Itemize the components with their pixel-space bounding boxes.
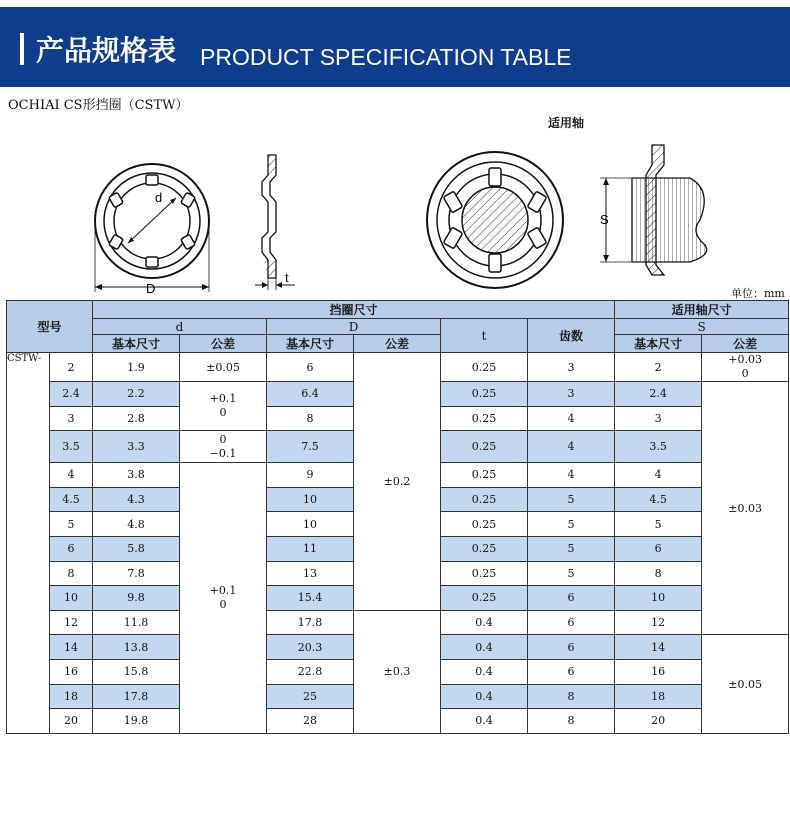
shaft-diagram-label: 适用轴 bbox=[548, 116, 585, 130]
cell-s: 3 bbox=[615, 406, 702, 431]
cell-D-tol: ±0.3 bbox=[354, 610, 441, 733]
cell-teeth: 5 bbox=[528, 536, 615, 561]
cell-t: 0.25 bbox=[441, 382, 528, 407]
tol-lower: 0 bbox=[219, 406, 227, 420]
col-D-tol: 公差 bbox=[354, 335, 441, 353]
cell-teeth: 3 bbox=[528, 353, 615, 382]
header-accent-bar bbox=[20, 33, 24, 65]
cell-D: 6 bbox=[267, 353, 354, 382]
cell-size: 20 bbox=[50, 709, 93, 734]
cell-t: 0.25 bbox=[441, 431, 528, 463]
cell-s-tol: ±0.05 bbox=[702, 635, 789, 733]
col-teeth: 齿数 bbox=[528, 319, 615, 353]
cell-d: 2.2 bbox=[93, 382, 180, 407]
product-title: OCHIAI CS形挡圈（CSTW） bbox=[8, 98, 189, 113]
cell-size: 5 bbox=[50, 512, 93, 537]
cell-s: 6 bbox=[615, 536, 702, 561]
cell-d: 3.8 bbox=[93, 463, 180, 488]
tol-lower: 0 bbox=[741, 367, 749, 380]
cell-size: 2 bbox=[50, 353, 93, 382]
ring-on-shaft-side-view bbox=[600, 145, 707, 275]
cell-size: 3 bbox=[50, 406, 93, 431]
col-shaft-dims: 适用轴尺寸 bbox=[615, 301, 789, 319]
cell-d: 9.8 bbox=[93, 586, 180, 611]
cell-d: 11.8 bbox=[93, 610, 180, 635]
cell-s: 4.5 bbox=[615, 487, 702, 512]
label-t: t bbox=[285, 270, 289, 285]
col-S: S bbox=[615, 319, 789, 335]
cell-s-tol bbox=[702, 353, 789, 382]
cell-size: 3.5 bbox=[50, 431, 93, 463]
cell-d: 19.8 bbox=[93, 709, 180, 734]
cell-size: 10 bbox=[50, 586, 93, 611]
label-d: d bbox=[155, 190, 163, 205]
cell-size: 2.4 bbox=[50, 382, 93, 407]
cell-d: 3.3 bbox=[93, 431, 180, 463]
col-S-basic: 基本尺寸 bbox=[615, 335, 702, 353]
cell-teeth: 6 bbox=[528, 635, 615, 660]
cell-size: 8 bbox=[50, 561, 93, 586]
cell-d-tol: ±0.05 bbox=[180, 353, 267, 382]
cell-t: 0.25 bbox=[441, 561, 528, 586]
cell-teeth: 6 bbox=[528, 659, 615, 684]
cell-d: 4.3 bbox=[93, 487, 180, 512]
cell-t: 0.25 bbox=[441, 586, 528, 611]
cell-t: 0.25 bbox=[441, 353, 528, 382]
model-prefix: CSTW- bbox=[7, 353, 50, 734]
cell-size: 12 bbox=[50, 610, 93, 635]
tol-lower: 0 bbox=[219, 597, 227, 611]
cell-d: 5.8 bbox=[93, 536, 180, 561]
cell-D-tol: ±0.2 bbox=[354, 353, 441, 611]
tol-upper: +0.1 bbox=[209, 583, 237, 597]
cell-teeth: 8 bbox=[528, 684, 615, 709]
tol-upper: +0.03 bbox=[728, 353, 762, 366]
col-ring-dims: 挡圈尺寸 bbox=[93, 301, 615, 319]
cell-t: 0.4 bbox=[441, 684, 528, 709]
tol-lower: −0.1 bbox=[209, 446, 237, 460]
cell-d-tol bbox=[180, 431, 267, 463]
col-model: 型号 bbox=[7, 301, 93, 353]
cell-teeth: 6 bbox=[528, 586, 615, 611]
cell-D: 17.8 bbox=[267, 610, 354, 635]
cell-d: 15.8 bbox=[93, 659, 180, 684]
header-title-en: PRODUCT SPECIFICATION TABLE bbox=[200, 44, 572, 70]
cell-size: 6 bbox=[50, 536, 93, 561]
cell-t: 0.4 bbox=[441, 709, 528, 734]
ring-front-view bbox=[95, 164, 209, 295]
cell-teeth: 4 bbox=[528, 463, 615, 488]
cell-D: 11 bbox=[267, 536, 354, 561]
cell-D: 22.8 bbox=[267, 659, 354, 684]
cell-teeth: 4 bbox=[528, 431, 615, 463]
cell-s: 3.5 bbox=[615, 431, 702, 463]
cell-t: 0.25 bbox=[441, 536, 528, 561]
cell-size: 4.5 bbox=[50, 487, 93, 512]
tol-upper: +0.1 bbox=[209, 392, 237, 406]
header-title-cn: 产品规格表 bbox=[36, 34, 177, 67]
cell-d: 2.8 bbox=[93, 406, 180, 431]
table-row bbox=[7, 610, 789, 635]
cell-d: 4.8 bbox=[93, 512, 180, 537]
cell-teeth: 3 bbox=[528, 382, 615, 407]
col-D: D bbox=[267, 319, 441, 335]
table-row bbox=[7, 353, 789, 382]
cell-D: 9 bbox=[267, 463, 354, 488]
cell-size: 14 bbox=[50, 635, 93, 660]
tol-upper: 0 bbox=[219, 432, 227, 446]
cell-teeth: 4 bbox=[528, 406, 615, 431]
cell-teeth: 5 bbox=[528, 487, 615, 512]
cell-t: 0.25 bbox=[441, 463, 528, 488]
cell-D: 25 bbox=[267, 684, 354, 709]
cell-d: 1.9 bbox=[93, 353, 180, 382]
cell-d: 13.8 bbox=[93, 635, 180, 660]
cell-s: 14 bbox=[615, 635, 702, 660]
cell-s: 12 bbox=[615, 610, 702, 635]
ring-side-view bbox=[255, 155, 295, 290]
cell-D: 20.3 bbox=[267, 635, 354, 660]
cell-size: 18 bbox=[50, 684, 93, 709]
col-D-basic: 基本尺寸 bbox=[267, 335, 354, 353]
cell-D: 6.4 bbox=[267, 382, 354, 407]
cell-s: 5 bbox=[615, 512, 702, 537]
cell-t: 0.4 bbox=[441, 610, 528, 635]
technical-drawings bbox=[0, 120, 790, 295]
cell-D: 10 bbox=[267, 512, 354, 537]
label-D: D bbox=[146, 281, 156, 295]
cell-d-tol bbox=[180, 382, 267, 431]
header-banner bbox=[0, 7, 790, 87]
cell-t: 0.4 bbox=[441, 659, 528, 684]
cell-D: 10 bbox=[267, 487, 354, 512]
cell-d-tol bbox=[180, 463, 267, 734]
spec-table bbox=[6, 300, 789, 734]
cell-s: 2.4 bbox=[615, 382, 702, 407]
cell-t: 0.25 bbox=[441, 406, 528, 431]
cell-teeth: 6 bbox=[528, 610, 615, 635]
cell-d: 7.8 bbox=[93, 561, 180, 586]
cell-s: 20 bbox=[615, 709, 702, 734]
cell-D: 15.4 bbox=[267, 586, 354, 611]
col-t: t bbox=[441, 319, 528, 353]
cell-s: 2 bbox=[615, 353, 702, 382]
cell-s: 16 bbox=[615, 659, 702, 684]
cell-D: 7.5 bbox=[267, 431, 354, 463]
col-d: d bbox=[93, 319, 267, 335]
cell-teeth: 8 bbox=[528, 709, 615, 734]
unit-label: 单位：mm bbox=[731, 287, 785, 300]
cell-s: 10 bbox=[615, 586, 702, 611]
cell-D: 8 bbox=[267, 406, 354, 431]
col-S-tol: 公差 bbox=[702, 335, 789, 353]
cell-size: 4 bbox=[50, 463, 93, 488]
cell-t: 0.25 bbox=[441, 512, 528, 537]
cell-t: 0.4 bbox=[441, 635, 528, 660]
cell-d: 17.8 bbox=[93, 684, 180, 709]
cell-teeth: 5 bbox=[528, 561, 615, 586]
cell-t: 0.25 bbox=[441, 487, 528, 512]
col-d-basic: 基本尺寸 bbox=[93, 335, 180, 353]
cell-teeth: 5 bbox=[528, 512, 615, 537]
cell-s: 8 bbox=[615, 561, 702, 586]
cell-size: 16 bbox=[50, 659, 93, 684]
cell-D: 28 bbox=[267, 709, 354, 734]
cell-s: 4 bbox=[615, 463, 702, 488]
cell-s-tol: ±0.03 bbox=[702, 382, 789, 635]
col-d-tol: 公差 bbox=[180, 335, 267, 353]
label-S: S bbox=[600, 212, 609, 227]
ring-on-shaft-front-view bbox=[427, 152, 563, 288]
cell-D: 13 bbox=[267, 561, 354, 586]
cell-s: 18 bbox=[615, 684, 702, 709]
